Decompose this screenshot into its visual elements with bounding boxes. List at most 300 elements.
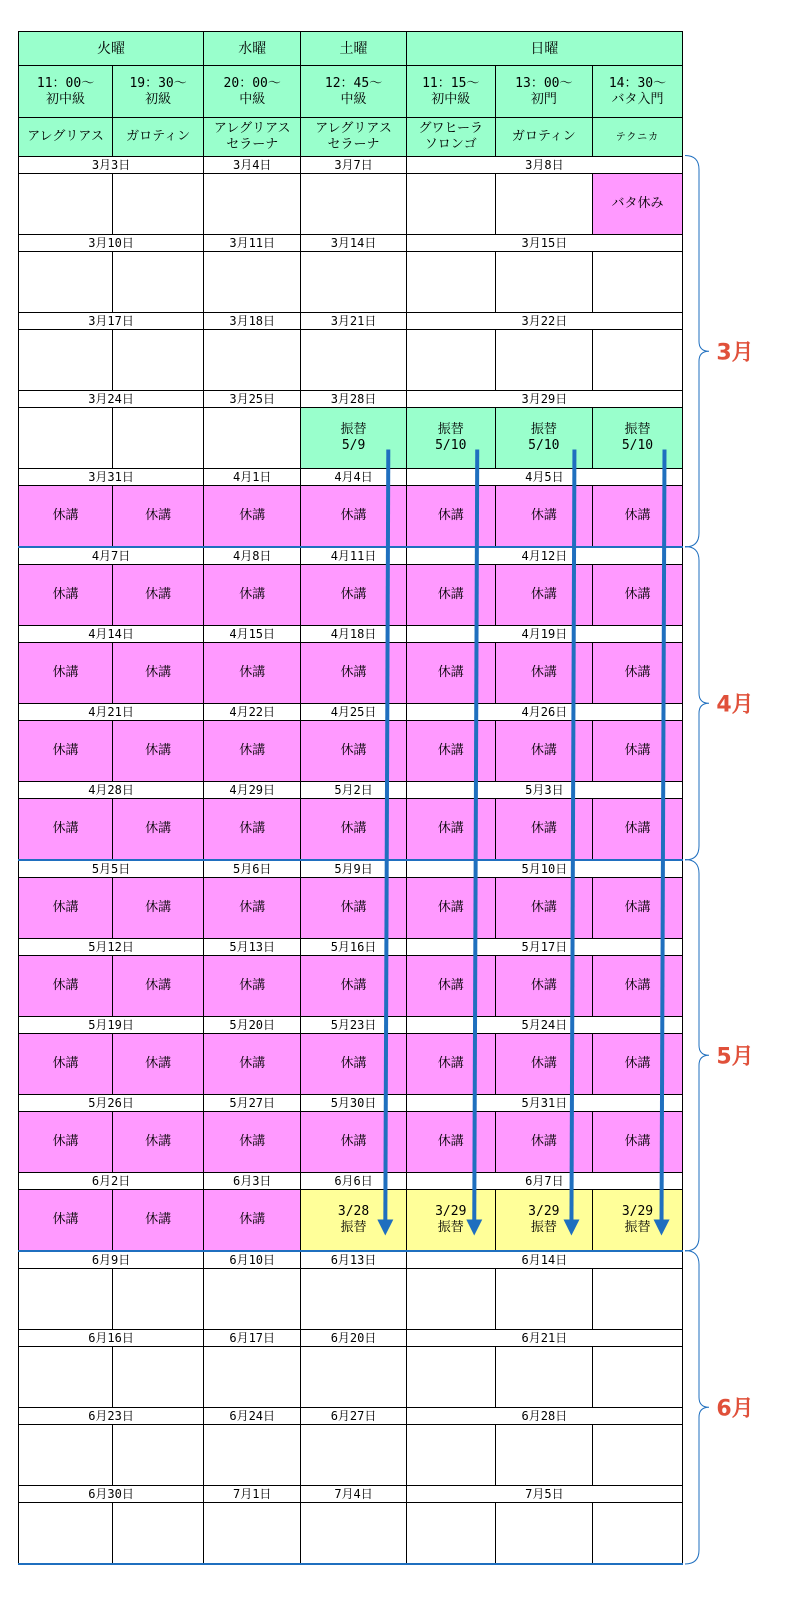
month-brace xyxy=(685,547,709,861)
date-cell: 3月14日 xyxy=(301,235,406,252)
cell-text: 5/10 xyxy=(528,438,560,453)
empty-slot xyxy=(592,330,682,391)
cell-text: 休講 xyxy=(145,743,172,758)
day-header: 日曜 xyxy=(406,32,682,66)
empty-slot xyxy=(495,252,592,313)
cancelled-slot xyxy=(204,486,301,548)
cancelled-slot xyxy=(19,486,113,548)
empty-slot xyxy=(592,1503,682,1565)
cell-text: 休講 xyxy=(52,900,79,915)
cell-text: 休講 xyxy=(239,1212,266,1227)
date-cell: 4月4日 xyxy=(301,469,406,486)
cell-text: 振替 xyxy=(437,422,464,437)
empty-slot xyxy=(301,174,406,235)
date-cell: 5月2日 xyxy=(301,782,406,799)
cell-text: 休講 xyxy=(145,508,172,523)
cancelled-slot xyxy=(495,565,592,626)
cell-text: 3/29 xyxy=(435,1204,467,1219)
month-label: 5月 xyxy=(716,1044,754,1070)
date-cell: 7月1日 xyxy=(204,1486,301,1503)
cell-text: 休講 xyxy=(340,587,367,602)
date-cell: 4月12日 xyxy=(406,547,682,565)
date-cell: 6月21日 xyxy=(406,1330,682,1347)
cancelled-slot xyxy=(113,1190,204,1252)
makeup-slot xyxy=(495,1190,592,1252)
cancelled-slot xyxy=(204,1112,301,1173)
cancelled-slot xyxy=(495,878,592,939)
cancelled-slot xyxy=(495,1112,592,1173)
empty-slot xyxy=(19,174,113,235)
cancelled-slot xyxy=(406,799,495,861)
cancelled-slot xyxy=(113,1034,204,1095)
cancelled-slot xyxy=(592,486,682,548)
date-cell: 5月27日 xyxy=(204,1095,301,1112)
date-cell: 3月8日 xyxy=(406,157,682,174)
cancelled-slot xyxy=(204,643,301,704)
makeup-slot xyxy=(406,408,495,469)
cell-text: 休講 xyxy=(530,508,557,523)
empty-slot xyxy=(113,330,204,391)
date-cell: 4月22日 xyxy=(204,704,301,721)
cell-text: アレグリアス xyxy=(213,121,291,136)
cancelled-slot xyxy=(406,878,495,939)
empty-slot xyxy=(495,1347,592,1408)
date-cell: 6月2日 xyxy=(19,1173,204,1190)
cell-text: 休講 xyxy=(437,821,464,836)
empty-slot xyxy=(301,1425,406,1486)
cell-text: 休講 xyxy=(624,1056,651,1071)
cell-text: 休講 xyxy=(239,665,266,680)
cancelled-slot xyxy=(19,643,113,704)
cancelled-slot xyxy=(204,956,301,1017)
date-cell: 4月28日 xyxy=(19,782,204,799)
cell-text: 休講 xyxy=(239,900,266,915)
date-cell: 3月17日 xyxy=(19,313,204,330)
empty-slot xyxy=(19,330,113,391)
cell-text: 休講 xyxy=(340,1134,367,1149)
cell-text: テクニカ xyxy=(615,131,660,143)
class-style-header xyxy=(592,118,682,157)
cell-text: 20：00～ xyxy=(223,75,281,91)
date-cell: 3月22日 xyxy=(406,313,682,330)
cell-text: アレグリアス xyxy=(315,121,392,136)
date-cell: 6月16日 xyxy=(19,1330,204,1347)
cell-text: 休講 xyxy=(145,587,172,602)
cancelled-slot xyxy=(592,1112,682,1173)
cell-text: 休講 xyxy=(239,821,266,836)
cancelled-slot xyxy=(301,486,406,548)
empty-slot xyxy=(113,1269,204,1330)
cancelled-slot xyxy=(406,643,495,704)
empty-slot xyxy=(406,174,495,235)
cancelled-slot xyxy=(301,1112,406,1173)
month-brace xyxy=(685,156,709,548)
empty-slot xyxy=(113,174,204,235)
class-style-header xyxy=(406,118,495,157)
date-cell: 3月10日 xyxy=(19,235,204,252)
date-cell: 5月10日 xyxy=(406,860,682,878)
cancelled-slot xyxy=(113,878,204,939)
cancelled-slot xyxy=(406,565,495,626)
makeup-slot xyxy=(495,408,592,469)
cell-text: 休講 xyxy=(52,821,79,836)
cell-text: 休講 xyxy=(437,665,464,680)
class-time-header xyxy=(204,66,301,118)
cell-text: セラーナ xyxy=(226,137,279,152)
cell-text: 中級 xyxy=(239,91,266,107)
cancelled-slot xyxy=(495,721,592,782)
cancelled-slot xyxy=(406,721,495,782)
cell-text: 5/10 xyxy=(435,438,467,453)
cell-text: 休講 xyxy=(530,665,557,680)
empty-slot xyxy=(301,1503,406,1565)
date-cell: 5月12日 xyxy=(19,939,204,956)
cell-text: 休講 xyxy=(437,900,464,915)
date-cell: 5月31日 xyxy=(406,1095,682,1112)
date-cell: 4月26日 xyxy=(406,704,682,721)
empty-slot xyxy=(19,1347,113,1408)
cancelled-slot xyxy=(592,878,682,939)
cancelled-slot xyxy=(113,565,204,626)
cell-text: 振替 xyxy=(624,1220,651,1235)
date-cell: 6月20日 xyxy=(301,1330,406,1347)
cancelled-slot xyxy=(406,956,495,1017)
cell-text: バタ休み xyxy=(611,196,664,211)
date-cell: 3月7日 xyxy=(301,157,406,174)
cell-text: 休講 xyxy=(52,587,79,602)
class-style-header xyxy=(495,118,592,157)
date-cell: 3月4日 xyxy=(204,157,301,174)
cancelled-slot xyxy=(301,643,406,704)
cancelled-slot xyxy=(204,565,301,626)
cell-text: 休講 xyxy=(145,1056,172,1071)
cell-text: 12：45～ xyxy=(324,75,383,91)
cell-text: 5/9 xyxy=(341,438,366,453)
class-style-header xyxy=(204,118,301,157)
date-cell: 5月26日 xyxy=(19,1095,204,1112)
date-cell: 4月11日 xyxy=(301,547,406,565)
cell-text: 休講 xyxy=(624,1134,651,1149)
cell-text: 休講 xyxy=(437,587,464,602)
makeup-slot xyxy=(301,408,406,469)
cancelled-slot xyxy=(204,799,301,861)
cancelled-slot xyxy=(19,878,113,939)
empty-slot xyxy=(113,1347,204,1408)
empty-slot xyxy=(19,1503,113,1565)
cancelled-slot xyxy=(495,956,592,1017)
date-cell: 5月6日 xyxy=(204,860,301,878)
day-header: 火曜 xyxy=(19,32,204,66)
cell-text: 振替 xyxy=(624,422,651,437)
date-cell: 5月13日 xyxy=(204,939,301,956)
date-cell: 4月19日 xyxy=(406,626,682,643)
cancelled-slot xyxy=(592,643,682,704)
empty-slot xyxy=(406,1425,495,1486)
date-cell: 3月29日 xyxy=(406,391,682,408)
empty-slot xyxy=(204,1269,301,1330)
cancelled-slot xyxy=(592,956,682,1017)
empty-slot xyxy=(204,252,301,313)
empty-slot xyxy=(204,1425,301,1486)
date-cell: 6月24日 xyxy=(204,1408,301,1425)
empty-slot xyxy=(19,408,113,469)
date-cell: 4月5日 xyxy=(406,469,682,486)
cell-text: 休講 xyxy=(239,587,266,602)
cell-text: 3/29 xyxy=(621,1204,654,1219)
cell-text: 休講 xyxy=(52,1134,79,1149)
cancelled-slot xyxy=(301,565,406,626)
cell-text: 休講 xyxy=(145,821,172,836)
date-cell: 4月18日 xyxy=(301,626,406,643)
cell-text: 休講 xyxy=(52,508,79,523)
month-brace xyxy=(685,860,709,1252)
cell-text: 休講 xyxy=(624,665,651,680)
empty-slot xyxy=(19,252,113,313)
cancelled-slot xyxy=(301,956,406,1017)
cell-text: 休講 xyxy=(340,743,367,758)
cell-text: 振替 xyxy=(530,1220,557,1235)
class-style-header xyxy=(301,118,406,157)
cell-text: 休講 xyxy=(530,821,557,836)
cell-text: 休講 xyxy=(624,978,651,993)
cell-text: 初級 xyxy=(145,91,172,107)
cell-text: バタ入門 xyxy=(611,91,664,107)
date-cell: 6月17日 xyxy=(204,1330,301,1347)
makeup-slot xyxy=(592,1190,682,1252)
makeup-slot xyxy=(301,1190,406,1252)
cell-text: 休講 xyxy=(530,587,557,602)
cancelled-slot xyxy=(495,486,592,548)
cell-text: 初門 xyxy=(530,91,557,107)
month-label: 3月 xyxy=(716,340,754,366)
cell-text: 休講 xyxy=(437,1056,464,1071)
date-cell: 6月28日 xyxy=(406,1408,682,1425)
date-cell: 5月9日 xyxy=(301,860,406,878)
cell-text: アレグリアス xyxy=(27,129,104,144)
cancelled-slot xyxy=(592,1034,682,1095)
date-cell: 5月30日 xyxy=(301,1095,406,1112)
cell-text: ソロンゴ xyxy=(424,137,477,152)
cancelled-slot xyxy=(19,799,113,861)
empty-slot xyxy=(495,174,592,235)
cancelled-slot xyxy=(406,486,495,548)
empty-slot xyxy=(113,1425,204,1486)
cell-text: 振替 xyxy=(340,1220,367,1235)
date-cell: 4月21日 xyxy=(19,704,204,721)
cancelled-slot xyxy=(495,1034,592,1095)
cell-text: 休講 xyxy=(530,900,557,915)
cancelled-slot xyxy=(19,721,113,782)
cancelled-slot xyxy=(19,1034,113,1095)
cancelled-slot xyxy=(113,643,204,704)
date-cell: 4月1日 xyxy=(204,469,301,486)
cell-text: 休講 xyxy=(530,743,557,758)
date-cell: 5月23日 xyxy=(301,1017,406,1034)
class-time-header xyxy=(495,66,592,118)
cell-text: 初中級 xyxy=(431,91,471,107)
cell-text: 11：15～ xyxy=(422,75,480,91)
cell-text: 19：30～ xyxy=(129,75,187,91)
cancelled-slot xyxy=(19,956,113,1017)
cell-text: 休講 xyxy=(624,821,651,836)
empty-slot xyxy=(495,1425,592,1486)
date-cell: 3月18日 xyxy=(204,313,301,330)
cancelled-slot xyxy=(592,565,682,626)
cell-text: 3/28 xyxy=(337,1204,370,1219)
makeup-slot xyxy=(406,1190,495,1252)
class-time-header xyxy=(406,66,495,118)
cancelled-slot xyxy=(204,1190,301,1252)
cell-text: 休講 xyxy=(340,978,367,993)
day-header: 水曜 xyxy=(204,32,301,66)
date-cell: 4月29日 xyxy=(204,782,301,799)
cell-text: 14：30～ xyxy=(608,75,667,91)
empty-slot xyxy=(592,1347,682,1408)
cell-text: 休講 xyxy=(52,978,79,993)
cell-text: 振替 xyxy=(530,422,557,437)
cell-text: 休講 xyxy=(52,1212,79,1227)
date-cell: 5月16日 xyxy=(301,939,406,956)
empty-slot xyxy=(495,330,592,391)
date-cell: 5月19日 xyxy=(19,1017,204,1034)
empty-slot xyxy=(19,1425,113,1486)
cancelled-slot xyxy=(495,643,592,704)
class-time-header xyxy=(19,66,113,118)
date-cell: 6月27日 xyxy=(301,1408,406,1425)
cell-text: 休講 xyxy=(437,508,464,523)
cell-text: 休講 xyxy=(530,978,557,993)
cell-text: ガロティン xyxy=(511,129,576,144)
date-cell: 3月31日 xyxy=(19,469,204,486)
cell-text: 休講 xyxy=(340,1056,367,1071)
cell-text: 休講 xyxy=(145,900,172,915)
date-cell: 6月14日 xyxy=(406,1251,682,1269)
date-cell: 6月7日 xyxy=(406,1173,682,1190)
day-header: 土曜 xyxy=(301,32,406,66)
empty-slot xyxy=(204,174,301,235)
cancelled-slot xyxy=(406,1112,495,1173)
cell-text: 休講 xyxy=(52,743,79,758)
cancelled-slot xyxy=(592,721,682,782)
empty-slot xyxy=(204,330,301,391)
cancelled-slot xyxy=(113,956,204,1017)
empty-slot xyxy=(204,1347,301,1408)
cell-text: 休講 xyxy=(340,665,367,680)
cell-text: 休講 xyxy=(145,665,172,680)
month-label: 4月 xyxy=(716,692,754,718)
cell-text: 振替 xyxy=(437,1220,464,1235)
empty-slot xyxy=(113,408,204,469)
cell-text: セラーナ xyxy=(327,137,380,152)
date-cell: 5月24日 xyxy=(406,1017,682,1034)
cell-text: 休講 xyxy=(530,1134,557,1149)
date-cell: 6月13日 xyxy=(301,1251,406,1269)
cancelled-slot xyxy=(592,174,682,235)
empty-slot xyxy=(592,252,682,313)
cell-text: 休講 xyxy=(624,900,651,915)
date-cell: 7月5日 xyxy=(406,1486,682,1503)
empty-slot xyxy=(204,1503,301,1565)
class-time-header xyxy=(592,66,682,118)
empty-slot xyxy=(301,1347,406,1408)
cancelled-slot xyxy=(113,799,204,861)
date-cell: 6月30日 xyxy=(19,1486,204,1503)
date-cell: 5月20日 xyxy=(204,1017,301,1034)
cancelled-slot xyxy=(406,1034,495,1095)
cell-text: 休講 xyxy=(239,1134,266,1149)
date-cell: 7月4日 xyxy=(301,1486,406,1503)
empty-slot xyxy=(406,1347,495,1408)
cancelled-slot xyxy=(495,799,592,861)
date-cell: 4月14日 xyxy=(19,626,204,643)
class-style-header xyxy=(19,118,113,157)
empty-slot xyxy=(204,408,301,469)
cancelled-slot xyxy=(301,799,406,861)
cell-text: 13：00～ xyxy=(515,75,573,91)
empty-slot xyxy=(406,330,495,391)
cell-text: 11：00～ xyxy=(36,75,95,91)
cell-text: 休講 xyxy=(340,821,367,836)
date-cell: 6月3日 xyxy=(204,1173,301,1190)
cell-text: 休講 xyxy=(239,743,266,758)
empty-slot xyxy=(113,252,204,313)
cell-text: 休講 xyxy=(437,1134,464,1149)
cell-text: 休講 xyxy=(239,1056,266,1071)
date-cell: 3月21日 xyxy=(301,313,406,330)
class-time-header xyxy=(301,66,406,118)
cancelled-slot xyxy=(204,721,301,782)
empty-slot xyxy=(592,1425,682,1486)
class-style-header xyxy=(113,118,204,157)
cell-text: 休講 xyxy=(340,900,367,915)
date-cell: 4月25日 xyxy=(301,704,406,721)
cell-text: 休講 xyxy=(340,508,367,523)
empty-slot xyxy=(495,1269,592,1330)
date-cell: 5月3日 xyxy=(406,782,682,799)
cell-text: 中級 xyxy=(340,91,367,107)
cell-text: 休講 xyxy=(145,1134,172,1149)
cell-text: 初中級 xyxy=(46,91,86,107)
cell-text: 休講 xyxy=(624,508,651,523)
empty-slot xyxy=(406,1503,495,1565)
date-cell: 6月10日 xyxy=(204,1251,301,1269)
cell-text: 休講 xyxy=(530,1056,557,1071)
empty-slot xyxy=(113,1503,204,1565)
cell-text: 休講 xyxy=(239,508,266,523)
cell-text: 休講 xyxy=(239,978,266,993)
cell-text: 3/29 xyxy=(528,1204,560,1219)
cell-text: 休講 xyxy=(437,743,464,758)
cancelled-slot xyxy=(204,878,301,939)
empty-slot xyxy=(406,252,495,313)
cell-text: 休講 xyxy=(52,665,79,680)
date-cell: 4月8日 xyxy=(204,547,301,565)
date-cell: 3月15日 xyxy=(406,235,682,252)
cell-text: 5/10 xyxy=(621,438,654,453)
cancelled-slot xyxy=(113,1112,204,1173)
empty-slot xyxy=(406,1269,495,1330)
schedule-table xyxy=(18,31,683,1565)
cell-text: 休講 xyxy=(52,1056,79,1071)
date-cell: 3月25日 xyxy=(204,391,301,408)
cell-text: 振替 xyxy=(340,422,367,437)
cell-text: 休講 xyxy=(145,1212,172,1227)
date-cell: 4月7日 xyxy=(19,547,204,565)
cancelled-slot xyxy=(301,878,406,939)
cancelled-slot xyxy=(301,1034,406,1095)
empty-slot xyxy=(301,330,406,391)
month-label: 6月 xyxy=(716,1396,754,1422)
